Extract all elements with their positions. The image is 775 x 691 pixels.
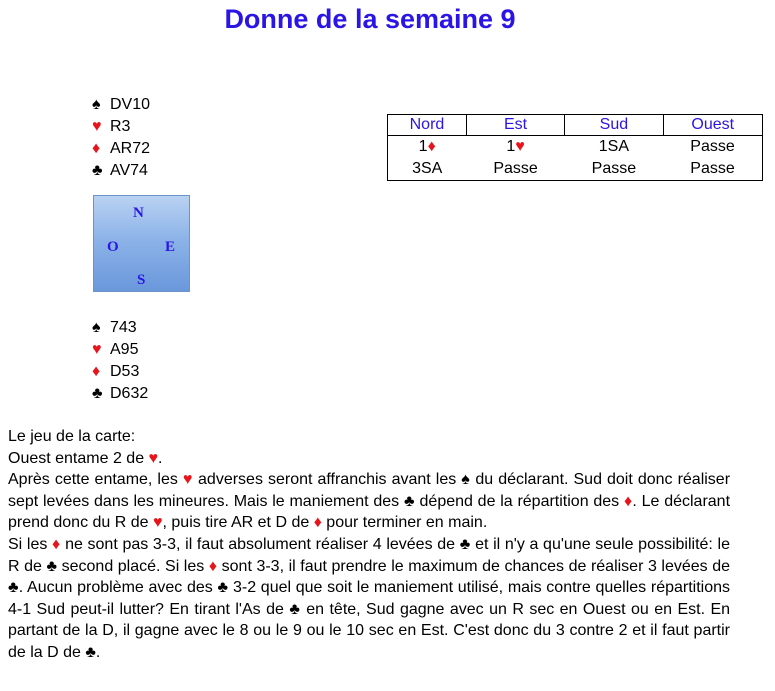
north-spades-cards: DV10 — [110, 96, 151, 113]
header-est: Est — [466, 115, 564, 136]
diamond-icon: ♦ — [92, 140, 101, 157]
text-segment: adverses seront affranchis avant les — [192, 471, 462, 489]
text-segment: en tête, Sud gagne avec un R sec en Ouest ou en Est. En partant de la D, il gagne avec le 8 ou le 9 ou le 10 sec en Est. C'est donc du 3 contre 2 et il faut partir de la D de — [8, 600, 731, 661]
south-hearts — [92, 339, 148, 361]
club-icon: ♣ — [403, 492, 415, 510]
south-clubs — [92, 383, 148, 405]
text-segment: . Aucun problème avec des — [18, 579, 218, 597]
bid-cell: Passe — [591, 160, 637, 177]
diamond-icon: ♦ — [427, 138, 436, 155]
south-clubs-cards: D632 — [110, 385, 149, 402]
south-diamonds — [92, 361, 148, 383]
text-segment: second placé. Si les — [57, 557, 209, 575]
heart-icon: ♥ — [182, 471, 193, 489]
north-hearts-cards: R3 — [110, 118, 131, 135]
diamond-icon: ♦ — [623, 492, 633, 510]
south-hand — [92, 317, 148, 405]
north-clubs — [92, 160, 150, 182]
lead-line — [8, 448, 730, 470]
text-segment: . — [95, 643, 101, 661]
club-icon: ♣ — [459, 535, 471, 553]
bidding-row — [388, 158, 763, 181]
north-hearts — [92, 116, 150, 138]
diamond-icon: ♦ — [52, 535, 61, 553]
spade-icon: ♠ — [92, 319, 101, 336]
heart-icon: ♥ — [92, 341, 102, 358]
header-sud: Sud — [565, 115, 663, 136]
club-icon: ♣ — [289, 600, 301, 618]
text-segment: sont 3-3, il faut prendre le maximum de chances de réaliser 3 levées de — [217, 557, 731, 575]
heart-icon: ♥ — [148, 449, 159, 467]
compass-east: E — [165, 239, 176, 255]
compass-box — [93, 195, 190, 292]
bid-cell: Passe — [493, 160, 538, 177]
heart-icon: ♥ — [153, 514, 163, 532]
header-ouest: Ouest — [663, 115, 762, 136]
paragraph-1 — [8, 469, 730, 534]
bid-level: 1 — [418, 138, 428, 155]
text-segment: et il n'y a qu'une seule possibilité: le R de — [8, 535, 730, 575]
bid-cell: Passe — [690, 138, 735, 155]
text-segment: Ouest entame 2 de — [8, 449, 149, 467]
club-icon: ♣ — [8, 579, 19, 597]
north-diamonds-cards: AR72 — [110, 140, 151, 157]
bidding-table — [387, 114, 763, 181]
south-spades — [92, 317, 148, 339]
club-icon: ♣ — [46, 557, 58, 575]
bid-cell: 3SA — [412, 160, 443, 177]
diamond-icon: ♦ — [92, 363, 101, 380]
text-segment: Après cette entame, les — [8, 471, 183, 489]
spade-icon: ♠ — [92, 96, 101, 113]
text-segment: Si les — [8, 535, 53, 553]
page-title: Donne de la semaine 9 — [224, 4, 516, 34]
text-segment: . — [158, 449, 163, 467]
bidding-row — [388, 136, 763, 159]
compass-south: S — [137, 272, 146, 288]
bid-cell: 1SA — [598, 138, 629, 155]
heart-icon: ♥ — [92, 118, 102, 135]
text-segment: dépend de la répartition des — [414, 492, 624, 510]
club-icon: ♣ — [92, 162, 103, 179]
bid-level: 1 — [506, 138, 516, 155]
north-spades — [92, 94, 150, 116]
header-nord: Nord — [388, 115, 467, 136]
text-segment: du déclarant. Sud doit donc réaliser sept levées dans les mineures. Mais le maniement des — [8, 471, 731, 510]
south-hearts-cards: A95 — [110, 341, 139, 358]
paragraph-2 — [8, 534, 730, 664]
bid-cell — [466, 136, 564, 159]
club-icon: ♣ — [217, 579, 229, 597]
text-segment: 3-2 quel que soit le maniement utilisé, mais contre quelles répartitions 4-1 Sud peut-il lutter? En tirant l'As de — [8, 579, 731, 618]
bid-cell — [388, 136, 467, 159]
south-diamonds-cards: D53 — [110, 363, 140, 380]
bid-cell: Passe — [690, 160, 735, 177]
text-segment: . Le déclarant prend donc du R de — [8, 492, 731, 532]
north-clubs-cards: AV74 — [110, 162, 148, 179]
text-segment: pour terminer en main. — [321, 514, 488, 532]
compass-west: O — [107, 239, 119, 255]
text-segment: , puis tire AR et D de — [162, 514, 314, 532]
north-diamonds — [92, 138, 150, 160]
heart-icon: ♥ — [515, 138, 525, 155]
south-spades-cards: 743 — [110, 319, 137, 336]
bidding-header-row — [388, 115, 763, 136]
club-icon: ♣ — [92, 385, 103, 402]
intro-line: Le jeu de la carte: — [8, 428, 136, 445]
diamond-icon: ♦ — [313, 514, 322, 532]
diamond-icon: ♦ — [208, 557, 218, 575]
club-icon: ♣ — [85, 643, 96, 661]
compass-north: N — [133, 205, 144, 221]
text-segment: ne sont pas 3-3, il faut absolument réaliser 4 levées de — [60, 535, 460, 553]
analysis-text — [8, 426, 730, 664]
spade-icon: ♠ — [461, 471, 471, 489]
north-hand — [92, 94, 150, 182]
